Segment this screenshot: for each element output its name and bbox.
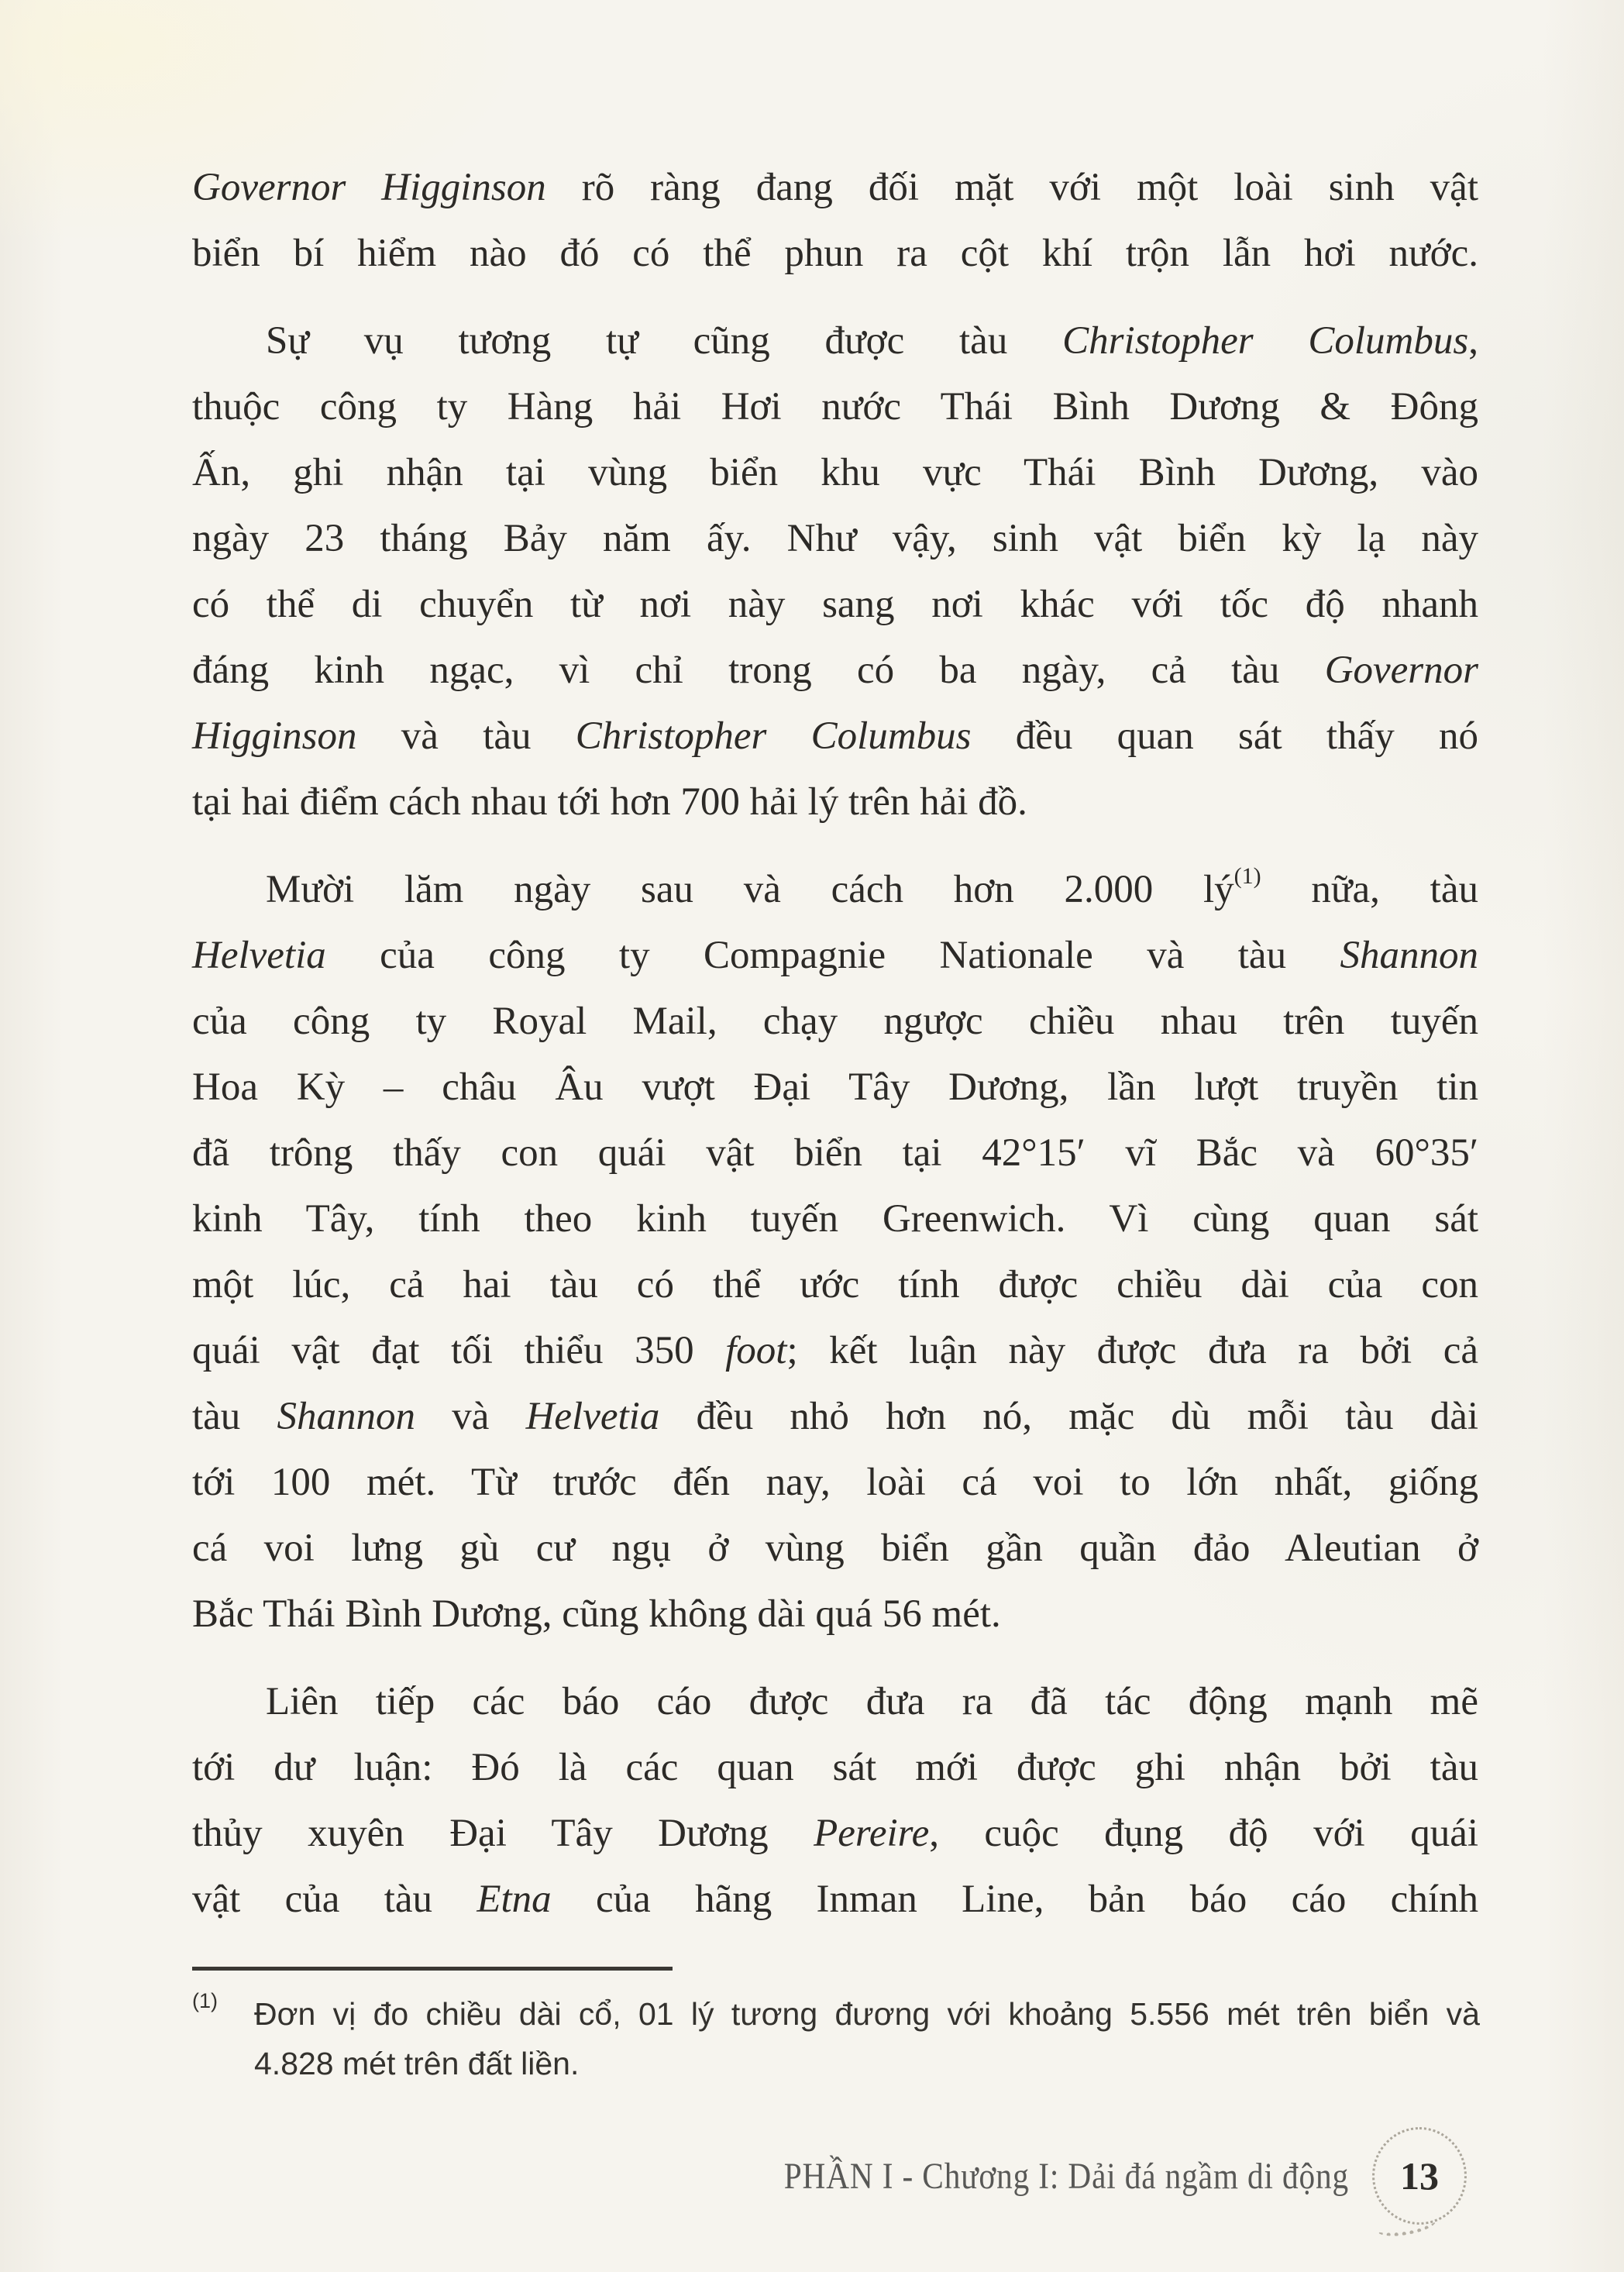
paragraph (192, 155, 1478, 287)
text-line: biển bí hiểm nào đó có thể phun ra cột khí trộn lẫn hơi nước. (192, 232, 1478, 275)
page-number: 13 (1400, 2154, 1439, 2198)
text-line: cá voi lưng gù cư ngụ ở vùng biển gần quần đảo Aleutian ở (192, 1527, 1478, 1570)
footnote-rule (192, 1967, 673, 1971)
text-line: Mười lăm ngày sau và cách hơn 2.000 $lý^{(1)}$ nữa, tàu (266, 863, 1478, 911)
text-line: Helvetia của công ty Compagnie Nationale và tàu Shannon (192, 934, 1478, 977)
text-line: Ấn, ghi nhận tại vùng biển khu vực Thái Bình Dương, vào (192, 451, 1478, 494)
text-line: tới dư luận: Đó là các quan sát mới được ghi nhận bởi tàu (192, 1746, 1478, 1789)
text-line: đã trông thấy con quái vật biển tại 42°15′ vĩ Bắc và 60°35′ (192, 1131, 1478, 1175)
text-line: Higginson và tàu Christopher Columbus đều quan sát thấy nó (192, 714, 1478, 758)
paragraph (192, 1669, 1478, 1933)
text-line: Hoa Kỳ – châu Âu vượt Đại Tây Dương, lần lượt truyền tin (192, 1065, 1478, 1109)
text-line: của công ty Royal Mail, chạy ngược chiều nhau trên tuyến (192, 1000, 1478, 1043)
paragraph (192, 857, 1478, 1647)
text-line: tàu Shannon và Helvetia đều nhỏ hơn nó, mặc dù mỗi tàu dài (192, 1395, 1479, 1438)
text-line: đáng kinh ngạc, vì chỉ trong có ba ngày, cả tàu Governor (192, 649, 1478, 692)
text-line: Liên tiếp các báo cáo được đưa ra đã tác động mạnh mẽ (266, 1680, 1478, 1723)
text-line: Bắc Thái Bình Dương, cũng không dài quá 56 mét. (192, 1592, 1001, 1636)
body-text (192, 155, 1478, 1933)
text-line: tại hai điểm cách nhau tới hơn 700 hải lý trên hải đồ. (192, 780, 1027, 824)
footnote-body (192, 1989, 1480, 2088)
running-header-text: PHẦN I - Chương I: Dải đá ngầm di động (783, 2155, 1349, 2197)
text-line: kinh Tây, tính theo kinh tuyến Greenwich. Vì cùng quan sát (192, 1197, 1478, 1241)
footnote (192, 1967, 1480, 2088)
text-line: 4.828 mét trên đất liền. (254, 2046, 580, 2081)
page-number-ornament (1372, 2127, 1467, 2225)
text-line: tới 100 mét. Từ trước đến nay, loài cá voi to lớn nhất, giống (192, 1461, 1478, 1504)
text-line: thủy xuyên Đại Tây Dương Pereire, cuộc đụng độ với quái (192, 1812, 1478, 1855)
text-line: quái vật đạt tối thiểu 350 foot; kết luận này được đưa ra bởi cả (192, 1329, 1478, 1372)
text-line: thuộc công ty Hàng hải Hơi nước Thái Bình Dương & Đông (192, 385, 1478, 429)
text-line: một lúc, cả hai tàu có thể ước tính được chiều dài của con (192, 1263, 1478, 1306)
footnote-marker: (1) (192, 1989, 218, 2012)
paragraph (192, 308, 1478, 835)
footnote-reference: (1) (1233, 863, 1261, 889)
footnote-lines (254, 1989, 1480, 2088)
text-line: Sự vụ tương tự cũng được tàu Christopher Columbus, (266, 319, 1478, 363)
text-line: vật của tàu Etna của hãng Inman Line, bản báo cáo chính (192, 1878, 1478, 1921)
text-line: Đơn vị đo chiều dài cổ, 01 lý tương đương với khoảng 5.556 mét trên biển và (254, 1996, 1480, 2032)
text-line: ngày 23 tháng Bảy năm ấy. Như vậy, sinh vật biển kỳ lạ này (192, 517, 1478, 560)
page-footer (0, 2125, 1467, 2227)
text-line: có thể di chuyển từ nơi này sang nơi khác với tốc độ nhanh (192, 583, 1478, 626)
text-line: Governor Higginson rõ ràng đang đối mặt với một loài sinh vật (192, 166, 1478, 209)
